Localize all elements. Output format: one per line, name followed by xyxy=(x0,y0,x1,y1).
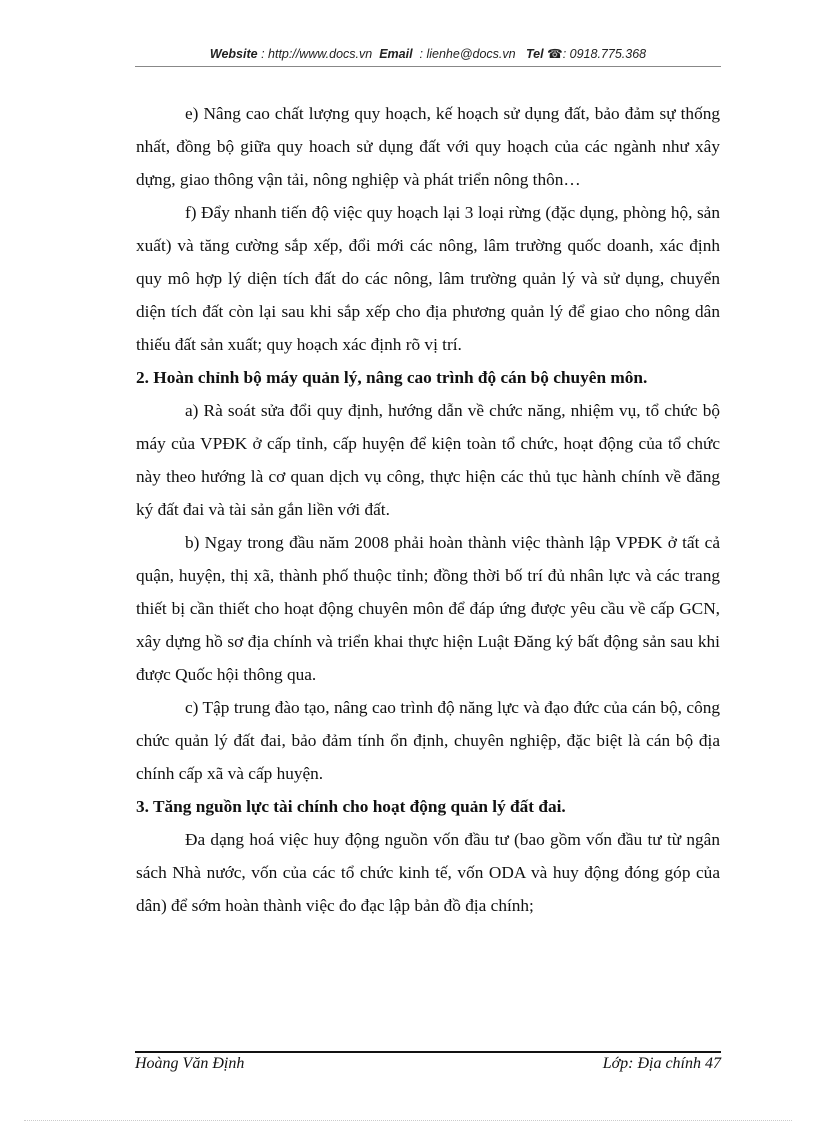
footer-class: Lớp: Địa chính 47 xyxy=(602,1055,721,1072)
section-heading-2: 2. Hoàn chỉnh bộ máy quản lý, nâng cao trình độ cán bộ chuyên môn. xyxy=(136,368,648,387)
footer-author: Hoàng Văn Định xyxy=(135,1055,245,1072)
paragraph-b: b) Ngay trong đầu năm 2008 phải hoàn thành việc thành lập VPĐK ở tất cả quận, huyện, thị xã, thành phố thuộc tỉnh; đồng thời bố trí đủ nhân lực và các trang thiết bị cần thiết cho hoạt động chuyên môn để đáp ứng được yêu cầu về cấp GCN, xây dựng hồ sơ địa chính và triển khai thực hiện Luật Đăng ký bất động sản sau khi được Quốc hội thông qua. xyxy=(136,533,720,684)
paragraph-c: c) Tập trung đào tạo, nâng cao trình độ năng lực và đạo đức của cán bộ, công chức quản lý đất đai, bảo đảm tính ổn định, chuyên nghiệp, đặc biệt là cán bộ địa chính cấp xã và cấp huyện. xyxy=(136,698,720,783)
tel-value: : 0918.775.368 xyxy=(562,47,647,61)
page-header xyxy=(135,46,721,61)
paragraph-e: e) Nâng cao chất lượng quy hoạch, kế hoạch sử dụng đất, bảo đảm sự thống nhất, đồng bộ giữa quy hoach sử dụng đất với quy hoạch của các ngành như xây dựng, giao thông vận tải, nông nghiệp và phát triển nông thôn… xyxy=(136,104,720,189)
page-edge xyxy=(24,1120,792,1121)
document-body xyxy=(136,97,720,922)
section-heading-3: 3. Tăng nguồn lực tài chính cho hoạt động quản lý đất đai. xyxy=(136,797,566,816)
paragraph-finance: Đa dạng hoá việc huy động nguồn vốn đầu tư (bao gồm vốn đầu tư từ ngân sách Nhà nước, vốn của các tổ chức kinh tế, vốn ODA và huy động đóng góp của dân) để sớm hoàn thành việc đo đạc lập bản đồ địa chính; xyxy=(136,830,720,915)
tel-label: Tel xyxy=(526,47,544,61)
email-value: : lienhe@docs.vn xyxy=(419,47,516,61)
footer-divider xyxy=(135,1051,721,1053)
paragraph-f: f) Đẩy nhanh tiến độ việc quy hoạch lại 3 loại rừng (đặc dụng, phòng hộ, sản xuất) và tăng cường sắp xếp, đổi mới các nông, lâm trường quốc doanh, xác định quy mô hợp lý diện tích đất do các nông, lâm trường quản lý và sử dụng, chuyển diện tích đất còn lại sau khi sắp xếp cho địa phương quản lý để giao cho nông dân thiếu đất sản xuất; quy hoạch xác định rõ vị trí. xyxy=(136,203,720,354)
phone-icon: ☎ xyxy=(547,47,563,61)
website-label: Website xyxy=(209,47,258,61)
email-label: Email xyxy=(379,47,413,61)
header-divider xyxy=(135,66,721,67)
website-value: : http://www.docs.vn xyxy=(261,47,373,61)
paragraph-a: a) Rà soát sửa đổi quy định, hướng dẫn về chức năng, nhiệm vụ, tổ chức bộ máy của VPĐK ở cấp tỉnh, cấp huyện để kiện toàn tổ chức, hoạt động của tổ chức này theo hướng là cơ quan dịch vụ công, thực hiện các thủ tục hành chính về đăng ký đất đai và tài sản gắn liền với đất. xyxy=(136,401,720,519)
